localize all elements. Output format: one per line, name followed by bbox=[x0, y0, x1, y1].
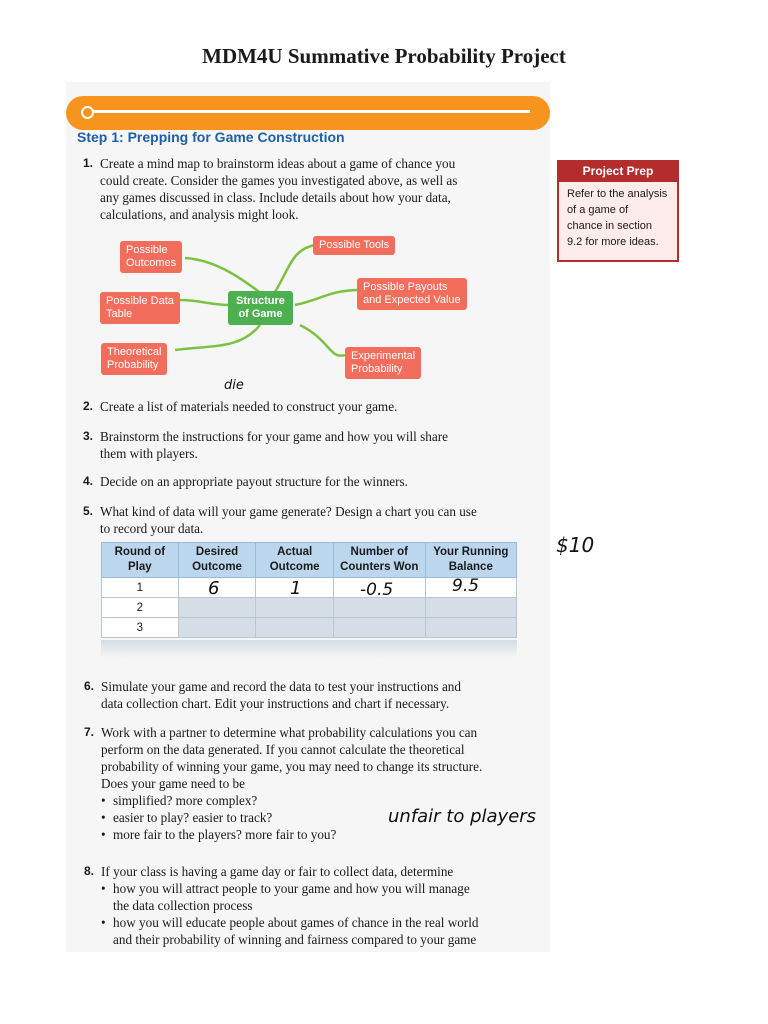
item-3-line: them with players. bbox=[100, 446, 198, 461]
item-1-line: Create a mind map to brainstorm ideas about a game of chance you bbox=[100, 156, 456, 171]
item-4-line: Decide on an appropriate payout structure for the winners. bbox=[100, 474, 408, 489]
node-possible-outcomes: Possible Outcomes bbox=[120, 241, 182, 273]
item-8-bullet-line: and their probability of winning and fairness compared to your game bbox=[113, 932, 477, 947]
item-8-bullet-line: the data collection process bbox=[113, 898, 253, 913]
item-7-bullet: • easier to play? easier to track? bbox=[101, 809, 541, 826]
item-6-line: Simulate your game and record the data to test your instructions and bbox=[101, 679, 461, 694]
handwritten-running-balance: 9.5 bbox=[452, 576, 480, 596]
item-2 bbox=[83, 398, 530, 415]
handwritten-desired-outcome: 6 bbox=[208, 578, 220, 599]
banner-line bbox=[86, 110, 530, 113]
column-header: Actual Outcome bbox=[256, 543, 334, 578]
table-cell bbox=[425, 618, 516, 638]
node-experimental-probability: Experimental Probability bbox=[345, 347, 421, 379]
item-4 bbox=[83, 473, 530, 490]
item-7-line: Does your game need to be bbox=[101, 776, 245, 791]
node-possible-payouts: Possible Payouts and Expected Value bbox=[357, 278, 467, 310]
item-7-number: 7. bbox=[84, 725, 95, 739]
project-prep-body bbox=[567, 186, 672, 250]
table-row bbox=[102, 618, 517, 638]
item-2-number: 2. bbox=[83, 399, 94, 413]
handwritten-actual-outcome: 1 bbox=[290, 578, 302, 599]
step-heading: Step 1: Prepping for Game Construction bbox=[77, 129, 345, 145]
step-banner bbox=[66, 96, 550, 130]
item-8 bbox=[84, 863, 541, 948]
item-6-number: 6. bbox=[84, 679, 95, 693]
handwritten-counters-won: -0.5 bbox=[360, 580, 394, 600]
table-cell bbox=[333, 618, 425, 638]
item-3 bbox=[83, 428, 530, 462]
table-cell: 1 bbox=[102, 578, 179, 598]
column-header: Your Running Balance bbox=[425, 543, 516, 578]
table-row bbox=[102, 598, 517, 618]
item-5-line: What kind of data will your game generate? Design a chart you can use bbox=[100, 504, 477, 519]
item-1-line: calculations, and analysis might look. bbox=[100, 207, 299, 222]
item-7-line: probability of winning your game, you may need to change its structure. bbox=[101, 759, 483, 774]
handwritten-note: unfair to players bbox=[388, 806, 537, 827]
table-cell bbox=[333, 598, 425, 618]
table-cell bbox=[178, 598, 256, 618]
column-header: Desired Outcome bbox=[178, 543, 256, 578]
item-8-line: If your class is having a game day or fair to collect data, determine bbox=[101, 864, 454, 879]
node-possible-data-table: Possible Data Table bbox=[100, 292, 180, 324]
item-6 bbox=[84, 678, 531, 712]
handwritten-money: $10 bbox=[556, 533, 595, 557]
column-header: Round of Play bbox=[102, 543, 179, 578]
item-3-line: Brainstorm the instructions for your game and how you will share bbox=[100, 429, 448, 444]
item-1-line: could create. Consider the games you investigated above, as well as bbox=[100, 173, 458, 188]
item-8-number: 8. bbox=[84, 864, 95, 878]
item-8-bullet-line: • how you will attract people to your game and how you will manage bbox=[113, 881, 470, 896]
item-8-bullet bbox=[101, 914, 541, 948]
item-7-bullet: • more fair to the players? more fair to you? bbox=[101, 826, 541, 843]
project-prep-line: of a game of bbox=[567, 204, 629, 216]
node-possible-tools: Possible Tools bbox=[313, 236, 395, 255]
table-cell bbox=[178, 618, 256, 638]
item-5-line: to record your data. bbox=[100, 521, 204, 536]
project-prep-heading: Project Prep bbox=[557, 160, 679, 182]
item-8-bullet-line: • how you will educate people about games of chance in the real world bbox=[113, 915, 479, 930]
table-cell: 3 bbox=[102, 618, 179, 638]
table-cell bbox=[256, 618, 334, 638]
project-prep-line: Refer to the analysis bbox=[567, 188, 668, 200]
node-theoretical-probability: Theoretical Probability bbox=[101, 343, 167, 375]
document-title: MDM4U Summative Probability Project bbox=[202, 44, 566, 68]
item-5 bbox=[83, 503, 530, 537]
item-2-line: Create a list of materials needed to construct your game. bbox=[100, 399, 398, 414]
item-1-line: any games discussed in class. Include details about how your data, bbox=[100, 190, 451, 205]
table-fade bbox=[101, 640, 517, 658]
table-cell: 2 bbox=[102, 598, 179, 618]
banner-dot bbox=[81, 106, 94, 119]
item-5-number: 5. bbox=[83, 504, 94, 518]
item-4-number: 4. bbox=[83, 474, 94, 488]
table-cell bbox=[256, 598, 334, 618]
item-8-bullet bbox=[101, 880, 541, 914]
item-1 bbox=[83, 155, 530, 223]
node-structure-of-game: Structure of Game bbox=[228, 291, 293, 325]
column-header: Number of Counters Won bbox=[333, 543, 425, 578]
item-7-line: perform on the data generated. If you cannot calculate the theoretical bbox=[101, 742, 465, 757]
table-cell bbox=[425, 598, 516, 618]
project-prep-line: chance in section bbox=[567, 220, 652, 232]
item-6-line: data collection chart. Edit your instructions and chart if necessary. bbox=[101, 696, 450, 711]
item-7-line: Work with a partner to determine what probability calculations you can bbox=[101, 725, 478, 740]
item-1-number: 1. bbox=[83, 156, 94, 170]
table-header-row bbox=[102, 543, 517, 578]
item-7-bullet: • simplified? more complex? bbox=[101, 792, 541, 809]
handwritten-die: die bbox=[224, 378, 244, 393]
project-prep-line: 9.2 for more ideas. bbox=[567, 236, 659, 248]
item-3-number: 3. bbox=[83, 429, 94, 443]
